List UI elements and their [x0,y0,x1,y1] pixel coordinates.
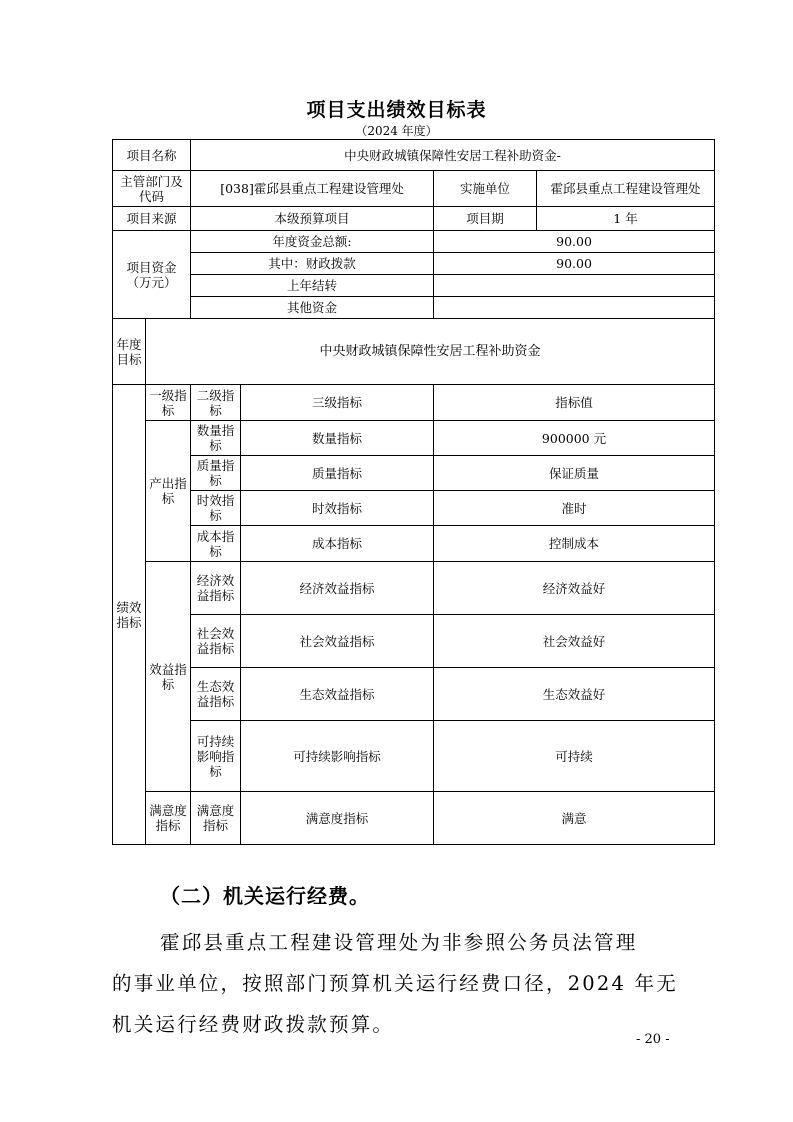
period-value: 1 年 [537,207,715,231]
benefit-value: 生态效益好 [434,668,715,721]
output-level2: 成本指标 [191,526,241,562]
benefit-level3: 可持续影响指标 [241,721,434,792]
output-level2: 质量指标 [191,456,241,491]
satisfaction-value: 满意 [434,792,715,845]
funds-fiscal-label: 其中：财政拨款 [191,253,434,275]
table-row [113,562,715,615]
table-row [113,721,715,792]
col-value-header: 指标值 [434,385,715,421]
row-funds-carryover [113,275,715,297]
row-funds-other [113,297,715,319]
row-project-name [113,140,715,171]
row-funds-fiscal [113,253,715,275]
paragraph-line-1-text: 霍邱县重点工程建设管理处为非参照公务员法管理 [160,931,638,954]
project-name-label: 项目名称 [113,140,191,171]
output-level3: 成本指标 [241,526,434,562]
table-title: 项目支出绩效目标表 [306,99,487,121]
dept-label: 主管部门及代码 [113,171,191,207]
table-row [113,421,715,456]
output-level3: 质量指标 [241,456,434,491]
funds-other-value [434,297,715,319]
row-annual-goal [113,319,715,385]
funds-carryover-label: 上年结转 [191,275,434,297]
source-value: 本级预算项目 [191,207,434,231]
output-value: 900000 元 [434,421,715,456]
section-heading: （二）机关运行经费。 [160,884,370,908]
row-source [113,207,715,231]
output-value: 控制成本 [434,526,715,562]
row-department [113,171,715,207]
table-year: （2024 年度） [355,124,438,138]
funds-label: 项目资金（万元） [113,231,191,319]
row-indicator-header [113,385,715,421]
page-number: - 20 - [636,1032,670,1047]
satisfaction-level3: 满意度指标 [241,792,434,845]
funds-fiscal-value: 90.00 [434,253,715,275]
benefit-level2: 经济效益指标 [191,562,241,615]
satisfaction-indicator-label: 满意度指标 [146,792,191,845]
table-row [113,615,715,668]
benefit-level2: 社会效益指标 [191,615,241,668]
table-row [113,526,715,562]
period-label: 项目期 [434,207,537,231]
col-level1-header: 一级指标 [146,385,191,421]
impl-unit-value: 霍邱县重点工程建设管理处 [537,171,715,207]
paragraph-line-1 [112,922,682,963]
funds-total-label: 年度资金总额: [191,231,434,253]
paragraph-line-2: 的事业单位，按照部门预算机关运行经费口径，2024 年无 [112,972,678,995]
benefit-level2: 生态效益指标 [191,668,241,721]
benefit-level3: 生态效益指标 [241,668,434,721]
annual-goal-label: 年度目标 [113,319,146,385]
project-name-value: 中央财政城镇保障性安居工程补助资金- [191,140,715,171]
impl-unit-label: 实施单位 [434,171,537,207]
benefit-level2: 可持续影响指标 [191,721,241,792]
benefit-value: 经济效益好 [434,562,715,615]
benefit-level3: 经济效益指标 [241,562,434,615]
perf-indicator-label: 绩效指标 [113,385,146,845]
benefit-indicator-label: 效益指标 [146,562,191,792]
output-level2: 时效指标 [191,491,241,526]
benefit-level3: 社会效益指标 [241,615,434,668]
performance-table [112,139,715,845]
satisfaction-level2: 满意度指标 [191,792,241,845]
benefit-value: 可持续 [434,721,715,792]
table-row [113,792,715,845]
output-value: 准时 [434,491,715,526]
funds-other-label: 其他资金 [191,297,434,319]
output-value: 保证质量 [434,456,715,491]
paragraph-line-3: 机关运行经费财政拨款预算。 [112,1013,395,1036]
table-row [113,456,715,491]
benefit-value: 社会效益好 [434,615,715,668]
output-level2: 数量指标 [191,421,241,456]
funds-total-value: 90.00 [434,231,715,253]
dept-value: [038]霍邱县重点工程建设管理处 [191,171,434,207]
row-funds-total [113,231,715,253]
output-indicator-label: 产出指标 [146,421,191,562]
source-label: 项目来源 [113,207,191,231]
table-row [113,491,715,526]
funds-carryover-value [434,275,715,297]
annual-goal-value: 中央财政城镇保障性安居工程补助资金 [146,319,715,385]
output-level3: 数量指标 [241,421,434,456]
table-row [113,668,715,721]
col-level3-header: 三级指标 [241,385,434,421]
col-level2-header: 二级指标 [191,385,241,421]
output-level3: 时效指标 [241,491,434,526]
